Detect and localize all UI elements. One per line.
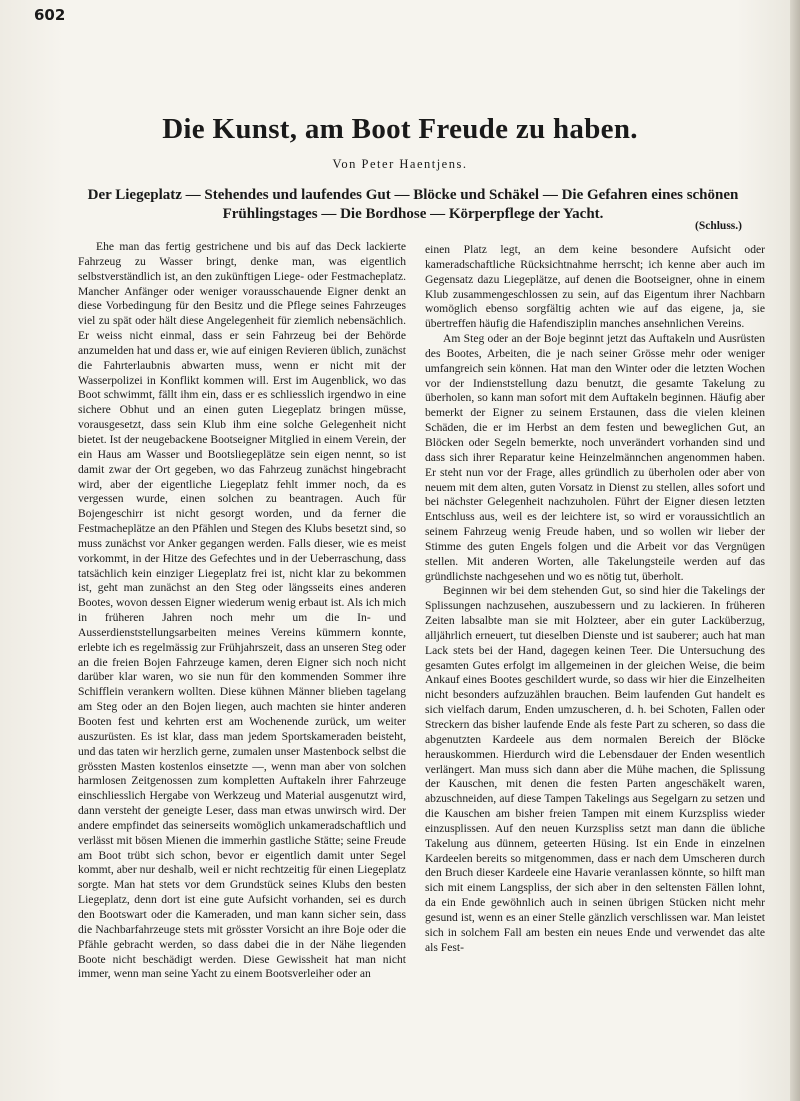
paragraph: Beginnen wir bei dem stehenden Gut, so sind hier die Takelings der Splissungen nachzusehen, auszubessern und zu lackieren. In früheren Zeiten labsalbte man sie mit Holzteer, aber ein guter Lacküberzug, alljährlich erneuert, tut dieselben Dienste und ist sauberer; auch hat man Lack stets bei der Hand, dagegen keinen Teer. Die Untersuchung des gesamten Gutes erfolgt im allgemeinen in der gleichen Weise, die beim Ankauf eines Bootes geschildert wurde, so dass wir hier die Einzelheiten nicht besonders aufzuzählen brauchen. Beim laufenden Gut handelt es sich vielfach darum, Enden umzuscheren, d. h. bei Schoten, Fallen oder Streckern das bisher laufende Ende als feste Part zu scheren, so dass die abgenutzten Kardeele aus dem normalen Bereich der Blöcke herauskommen. Hierdurch wird die Lebensdauer der Enden wesentlich verlängert. Man muss sich dann aber die Mühe machen, die Splissung der Kauschen, mit denen die festen Parten angeschäkelt waren, abzuschneiden, auf diese Tampen Takelings aus Segelgarn zu setzen und die Kauschen am bisher freien Tampen mit einem Kurzspliss wieder einzusplissen. Auf den neuen Kurzspliss setzt man dann die übliche Takelung aus dünnem, geteerten Hüsing. Ist ein Ende in einzelnen Kardeelen bereits so mitgenommen, dass er nach dem Umscheren durch den Bruch dieser Kardeele eine Havarie veranlassen könnte, so hilft man sich mit einem Langspliss, der sich aber in den seltensten Fällen lohnt, da ein Ende gewöhnlich auch in seinen übrigen Stücken nicht mehr gesund ist, wenn es an einer Stelle gänzlich verschlissen war. Man leistet sich in solchem Fall am besten ein neues Ende und verwendet das alte als Fest-: [425, 584, 765, 954]
text-column-left: [78, 240, 406, 982]
text-column-right: [425, 243, 765, 956]
page-number: 602: [34, 6, 66, 24]
continuation-note: (Schluss.): [695, 220, 742, 232]
paragraph: Am Steg oder an der Boje beginnt jetzt das Auftakeln und Ausrüsten des Bootes, Arbeiten, die je nach seiner Grösse mehr oder weniger umfangreich sein können. Hat man den Winter oder die letzten Wochen vor der Indienststellung dazu benutzt, die gesamte Takelung zu überholen, so kann man sofort mit dem Auftakeln beginnen. Häufig aber bemerkt der Eigner zu seinem Erstaunen, dass die vielen kleinen Schäden, die er im Herbst an dem festen und beweglichen Gut, an Blöcken oder Segeln bemerkte, noch unverändert vorhanden sind und dass sich ihrer Reparatur keine Heinzelmännchen angenommen haben. Er steht nun vor der Frage, alles gründlich zu überholen oder aber von neuem mit dem alten, guten Vorsatz in Dienst zu stellen, alles sofort und bei nächster Gelegenheit nachzuholen. Führt der Eigner diesen letzten Entschluss aus, weil es der leichtere ist, so wird er voraussichtlich an seinem Fahrzeug wenig Freude haben, und so wollen wir lieber der Stimme des guten Engels folgen und die Arbeit vor das Vergnügen stellen. Mit anderen Worten, alle Takelungsteile werden auf das gründlichste nachgesehen und wo es nötig tut, überholt.: [425, 332, 765, 583]
article-title: Die Kunst, am Boot Freude zu haben.: [162, 113, 638, 145]
article-subtitle: Der Liegeplatz — Stehendes und laufendes Gut — Blöcke und Schäkel — Die Gefahren eines schönen Frühlingstages — Die Bordhose — Körperpflege der Yacht.: [87, 187, 739, 222]
article-byline: Von Peter Haentjens.: [332, 157, 468, 171]
paragraph: einen Platz legt, an dem keine besondere Aufsicht oder kameradschaftliche Rücksichtnahme herrscht; ich kenne aber auch im Gegensatz dazu Liegeplätze, auf denen die Bootseigner, ohne in einem Klub zusammengeschlossen zu sein, auf das Eigentum ihrer Nachbarn womöglich ebenso sorgfältig achten wie auf das eigene, ja, sie übertreffen häufig die Hafendisziplin manches ansehnlichen Vereins.: [425, 243, 765, 331]
paragraph: Ehe man das fertig gestrichene und bis auf das Deck lackierte Fahrzeug zu Wasser bringt, denke man, was eigentlich selbstverständlich ist, an den zukünftigen Liege- oder Festmacheplatz. Mancher Anfänger oder weniger vorausschauende Eigner denkt an diese Vorbedingung für den Besitz und die Pflege seines Fahrzeuges viel zu spät oder hält diese Angelegenheit für ziemlich nebensächlich. Er weiss nicht einmal, dass er sein Fahrzeug bei der Behörde anzumelden hat und dass er, wie auf einigen Revieren üblich, zunächst die Fahrterlaubnis abwarten muss, wenn er nicht mit der Wasserpolizei in Konflikt kommen will. Erst im Augenblick, wo das Boot schwimmt, fällt ihm ein, dass er es schliesslich irgendwo in eine sichere Obhut und an einen guten Liegeplatz bringen müsse, vorausgesetzt, dass sein Klub ihm eine solche Gelegenheit nicht bietet. Ist der neugebackene Bootseigner Mitglied in einem Verein, der ein Haus am Wasser und Bootsliegeplätze sein eigen nennt, so ist damit zwar der Ort gegeben, wo das Fahrzeug zunächst hingebracht wird, aber der eigentliche Liegeplatz fehlt immer noch, da es vergessen wurde, einen solchen zu beantragen. Auch für Bojengeschirr ist nicht gesorgt worden, und da ferner die Festmacheplätze an den Pfählen und Stegen des Klubs besetzt sind, so muss zunächst vor Anker gegangen werden. Falls dieser, wie es meist vorkommt, in der Hitze des Gefechtes und in der Ueberraschung, dass tatsächlich kein einziger Liegeplatz frei ist, nicht klar zu bekommen ist, geht man zunächst an den Steg oder längsseits eines anderen Bootes, wovon dessen Eigner wiederum wenig erbaut ist. Als ich mich in früheren Jahren noch mehr um die In- und Ausserdienststellungsarbeiten meines Vereins kümmern konnte, erlebte ich es regelmässig zur Frühjahrszeit, dass an unseren Steg oder an die freien Bojen Fahrzeuge kamen, deren Eigner sich noch nicht darüber klar waren, wo sie nun für den kommenden Sommer ihre Schifflein verankern wollten. Diese kühnen Männer blieben tagelang am Steg oder an den Bojen liegen, auch machten sie hinter anderen Booten fest und kehrten erst am Wochenende zurück, um weiter auszurüsten. Es ist klar, dass man jedem Sportskameraden beisteht, und das taten wir herzlich gerne, zumalen unser Mastenbock selbst die grössten Masten kostenlos einsetzte —, wenn man aber von solchen harmlosen Zeitgenossen zum kompletten Auftakeln ihrer Fahrzeuge einschliesslich Hergabe von Werkzeug und Material ausgenutzt wird, dann versteht der geneigte Leser, dass man etwas unwirsch wird. Der andere empfindet das seinerseits womöglich unkameradschaftlich und verlässt mit bösen Mienen die immerhin gastliche Stätte; seine Freude am Boot trübt sich schon, bevor er eigentlich damit unter Segel kommt, aber nur deshalb, weil er nicht rechtzeitig für einen Liegeplatz sorgte. Man hat stets vor dem Grundstück seines Klubs den besten Liegeplatz, denn dort ist eine gute Aufsicht vorhanden, sei es durch den Bootswart oder die Kameraden, und man kann sicher sein, dass die Nachbarfahrzeuge stets mit grösster Vorsicht an ihre Boje oder die Pfähle gebracht werden, so dass dabei die in der Nähe liegenden Boote nicht beschädigt werden. Diese Gewissheit hat man nicht immer, wenn man seine Yacht zu einem Bootsverleiher oder an: [78, 240, 406, 981]
